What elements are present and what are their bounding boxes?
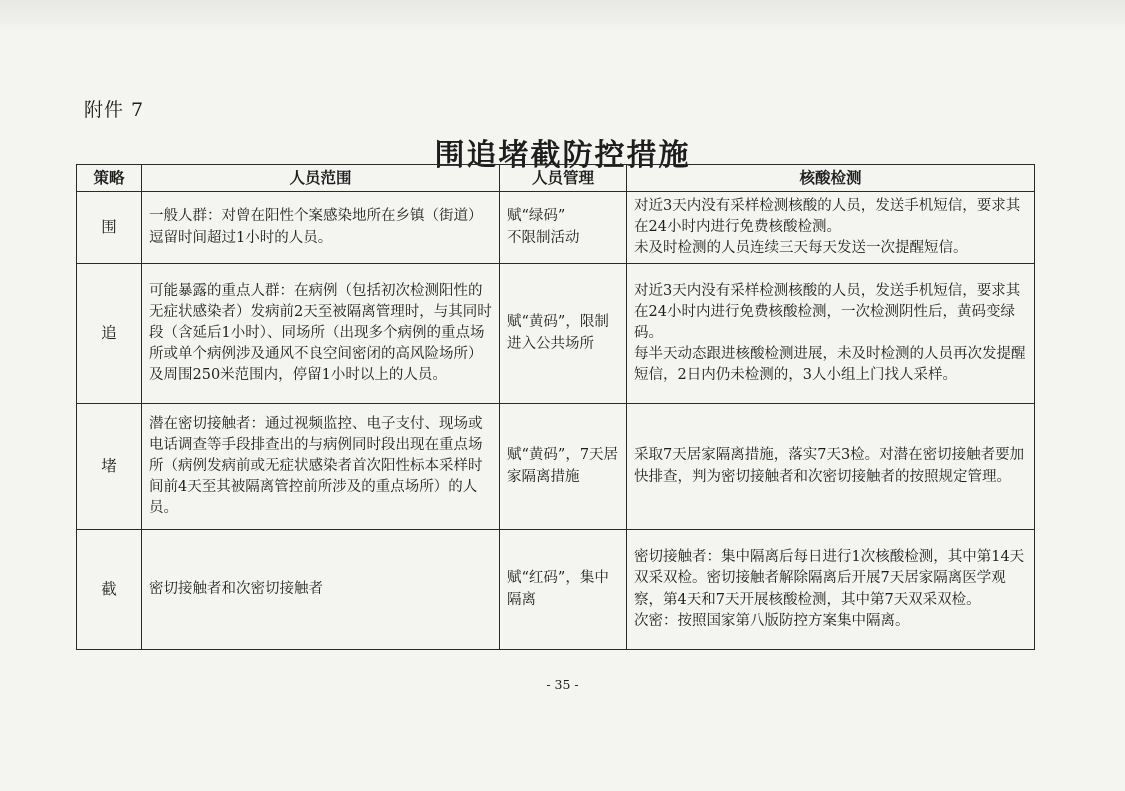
management-cell: [500, 404, 627, 530]
header-scope: 人员范围: [142, 165, 500, 192]
testing-line: 每半天动态跟进核酸检测进展，未及时检测的人员再次发提醒短信，2日内仍未检测的，3人小组上门找人采样。: [634, 346, 1026, 384]
strategy-cell: 堵: [77, 404, 142, 530]
table-header-row: [77, 165, 1035, 192]
strategy-cell: 截: [77, 530, 142, 650]
table-row: [77, 530, 1035, 650]
testing-line: 密切接触者：集中隔离后每日进行1次核酸检测，其中第14天双采双检。密切接触者解除隔离后开展7天居家隔离医学观察，第4天和7天开展核酸检测，其中第7天双采双检。: [634, 549, 1025, 608]
scan-edge: [0, 0, 1125, 34]
testing-line: 次密：按照国家第八版防控方案集中隔离。: [634, 612, 910, 629]
management-cell: [500, 192, 627, 264]
scope-cell: 潜在密切接触者：通过视频监控、电子支付、现场或电话调查等手段排查出的与病例同时段出现在重点场所（病例发病前或无症状感染者首次阳性标本采样时间前4天至其被隔离管控前所涉及的重点场所）的人员。: [142, 404, 500, 530]
strategy-cell: 追: [77, 264, 142, 404]
table-row: [77, 264, 1035, 404]
management-line: 赋“红码”，集中隔离: [507, 570, 609, 608]
testing-line: 对近3天内没有采样检测核酸的人员，发送手机短信，要求其在24小时内进行免费核酸检测。: [634, 197, 1021, 235]
management-cell: [500, 530, 627, 650]
testing-line: 采取7天居家隔离措施，落实7天3检。对潜在密切接触者要加快排查，判为密切接触者和次密切接触者的按照规定管理。: [634, 447, 1025, 485]
measures-table: [76, 164, 1035, 650]
table-row: [77, 404, 1035, 530]
management-cell: [500, 264, 627, 404]
testing-line: 未及时检测的人员连续三天每天发送一次提醒短信。: [634, 240, 968, 256]
page-number: - 35 -: [546, 677, 579, 692]
management-line: 赋“黄码”，限制进入公共场所: [507, 314, 609, 352]
testing-cell: [627, 192, 1035, 264]
testing-line: 对近3天内没有采样检测核酸的人员，发送手机短信，要求其在24小时内进行免费核酸检测，一次检测阴性后，黄码变绿码。: [634, 282, 1021, 341]
management-line: 不限制活动: [507, 229, 580, 246]
header-strategy: 策略: [77, 165, 142, 192]
page-title: 围追堵截防控措施: [434, 138, 691, 173]
management-line: 赋“绿码”: [507, 208, 566, 225]
scope-cell: 一般人群：对曾在阳性个案感染地所在乡镇（街道）逗留时间超过1小时的人员。: [142, 192, 500, 264]
scope-cell: 可能暴露的重点人群：在病例（包括初次检测阳性的无症状感染者）发病前2天至被隔离管理时，与其同时段（含延后1小时）、同场所（出现多个病例的重点场所或单个病例涉及通风不良空间密闭的高风险场所）及周围250米范围内，停留1小时以上的人员。: [142, 264, 500, 404]
testing-cell: [627, 404, 1035, 530]
testing-cell: [627, 530, 1035, 650]
management-line: 赋“黄码”，7天居家隔离措施: [507, 447, 619, 485]
header-management: 人员管理: [500, 165, 627, 192]
header-testing: 核酸检测: [627, 165, 1035, 192]
table-row: [77, 192, 1035, 264]
scope-cell: 密切接触者和次密切接触者: [142, 530, 500, 650]
strategy-cell: 围: [77, 192, 142, 264]
attachment-label: 附件 7: [84, 99, 145, 121]
testing-cell: [627, 264, 1035, 404]
